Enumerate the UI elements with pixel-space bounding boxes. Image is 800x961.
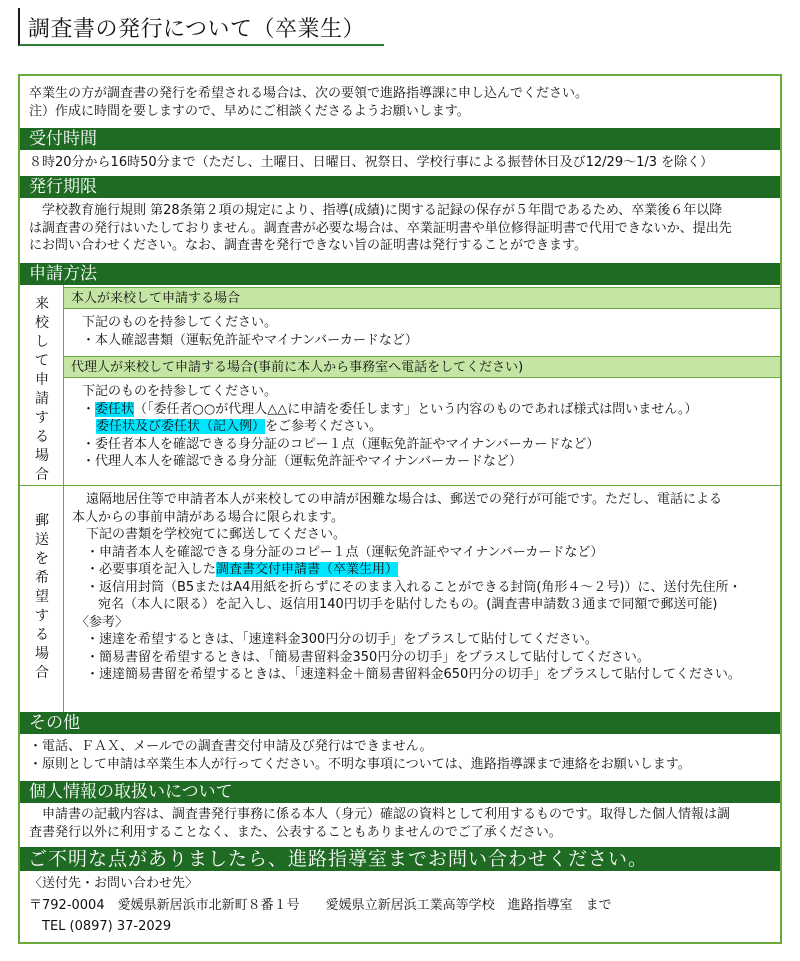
mail-item-application-prefix: ・必要事項を記入した: [86, 562, 217, 577]
example-desc: をご参考ください。: [265, 419, 383, 434]
section-heading-period: 発行期限: [20, 176, 780, 198]
proxy-intro: 下記のものを持参してください。: [82, 384, 278, 399]
title-frame: [18, 8, 384, 46]
contact-label: 〈送付先・お問い合わせ先〉: [29, 876, 199, 891]
self-visit-line: ・本人確認書類（運転免許証やマイナンバーカードなど）: [82, 332, 418, 348]
proxy-item-power-of-attorney: [82, 401, 698, 419]
power-of-attorney-example-link[interactable]: 委任状及び委任状（記入例）: [96, 419, 266, 434]
privacy-text: [20, 806, 780, 841]
self-visit-body: [82, 314, 418, 349]
mail-item-id-copy: ・申請者本人を確認できる身分証のコピー１点（運転免許証やマイナンバーカードなど）: [86, 544, 604, 560]
visit-side-label: [20, 285, 64, 485]
mail-side-text: 郵 送 を 希 望 す る 場 合: [35, 513, 49, 681]
section-heading-method: 申請方法: [20, 263, 780, 285]
section-heading-privacy: 個人情報の取扱いについて: [20, 781, 780, 803]
inquiry-banner: ご不明な点がありましたら、進路指導室までお問い合わせください。: [20, 847, 780, 871]
intro-line: 卒業生の方が調査書の発行を希望される場合は、次の要領で進路指導課に申し込んでください。: [29, 86, 589, 101]
section-heading-reception: 受付時間: [20, 128, 780, 150]
self-visit-heading: 本人が来校して申請する場合: [64, 287, 780, 309]
mail-item-application: [72, 561, 742, 579]
bullet: ・: [82, 401, 96, 417]
proxy-visit-heading: 代理人が来校して申請する場合(事前に本人から事務室へ電話をしてください): [64, 356, 780, 378]
contact-tel: TEL (0897) 37-2029: [29, 919, 172, 934]
proxy-item-delegator-id: ・委任者本人を確認できる身分証のコピー１点（運転免許証やマイナンバーカードなど）: [82, 436, 600, 452]
mail-line: 遠隔地居住等で申請者本人が来校しての申請が困難な場合は、郵送での発行が可能です。ただし、電話による: [86, 492, 722, 507]
mail-item-envelope: ・返信用封筒（B5またはA4用紙を折らずにそのまま入れることができる封筒(角形４～２号)）に、送付先住所・: [86, 579, 742, 595]
self-visit-line: 下記のものを持参してください。: [82, 315, 278, 330]
contact-address: 〒792-0004 愛媛県新居浜市北新町８番１号 愛媛県立新居浜工業高等学校 進路指導室 まで: [29, 897, 612, 913]
period-line: にお問い合わせください。なお、調査書を発行できない旨の証明書は発行することができます。: [29, 238, 587, 253]
mail-reference-item: ・簡易書留を希望するときは、「簡易書留料金350円分の切手」をプラスして貼付してください。: [86, 649, 650, 665]
intro-note: 注）作成に時間を要しますので、早めにご相談くださるようお願いします。: [29, 103, 470, 119]
mail-reference-item: ・速達を希望するときは、「速達料金300円分の切手」をプラスして貼付してください。: [86, 632, 598, 647]
application-form-link[interactable]: 調査書交付申請書（卒業生用）: [216, 562, 399, 577]
period-line: は調査書の発行はいたしておりません。調査書が必要な場合は、卒業証明書や単位修得証明書で代用できないか、提出先: [29, 220, 732, 236]
other-line: ・原則として申請は卒業生本人が行ってください。不明な事項については、進路指導課まで連絡をお願いします。: [29, 756, 691, 772]
mail-reference-label: 〈参考〉: [76, 614, 129, 630]
period-text: [20, 202, 780, 255]
mail-line: 本人からの事前申請がある場合に限られます。: [72, 509, 344, 525]
power-of-attorney-link[interactable]: 委任状: [95, 401, 135, 417]
mail-item-envelope-cont: 宛名（本人に限る）を記入し、返信用140円切手を貼付したもの。(調査書申請数３通まで同額で郵送可能): [98, 597, 718, 612]
intro: [20, 85, 780, 120]
divider: [20, 485, 780, 486]
privacy-line: 査書発行以外に利用することなく、また、公表することもありませんのでご了承ください。: [29, 824, 562, 840]
mail-reference-item: ・速達簡易書留を希望するときは、「速達料金＋簡易書留料金650円分の切手」をプラスして貼付してください。: [86, 667, 741, 682]
other-text: [20, 738, 780, 773]
period-line: 学校教育施行規則 第28条第２項の規定により、指導(成績)に関する記録の保存が５年間であるため、卒業後６年以降: [29, 203, 723, 218]
mail-side-label: [20, 486, 64, 712]
mail-body: [72, 491, 742, 684]
privacy-line: 申請書の記載内容は、調査書発行事務に係る本人（身元）確認の資料として利用するものです。取得した個人情報は調: [29, 807, 730, 822]
visit-side-text: 来 校 し て 申 請 す る 場 合: [35, 296, 49, 483]
contact-block: [20, 875, 780, 936]
reception-hours: ８時20分から16時50分まで（ただし、土曜日、日曜日、祝祭日、学校行事による振替休日及び12/29～1/3 を除く）: [29, 155, 714, 170]
mail-line: 下記の書類を学校宛てに郵送してください。: [86, 527, 347, 542]
other-line: ・電話、ＦＡＸ、メールでの調査書交付申請及び発行はできません。: [29, 739, 433, 754]
main-panel: [18, 74, 782, 944]
proxy-item-example: [82, 418, 698, 436]
section-heading-other: その他: [20, 712, 780, 734]
power-of-attorney-desc: （「委任者○○が代理人△△に申請を委任します」という内容のものであれば様式は問いません。）: [134, 401, 698, 417]
page-title: 調査書の発行について（卒業生）: [28, 17, 366, 42]
proxy-visit-body: [82, 383, 698, 471]
proxy-item-proxy-id: ・代理人本人を確認できる身分証（運転免許証やマイナンバーカードなど）: [82, 454, 522, 469]
